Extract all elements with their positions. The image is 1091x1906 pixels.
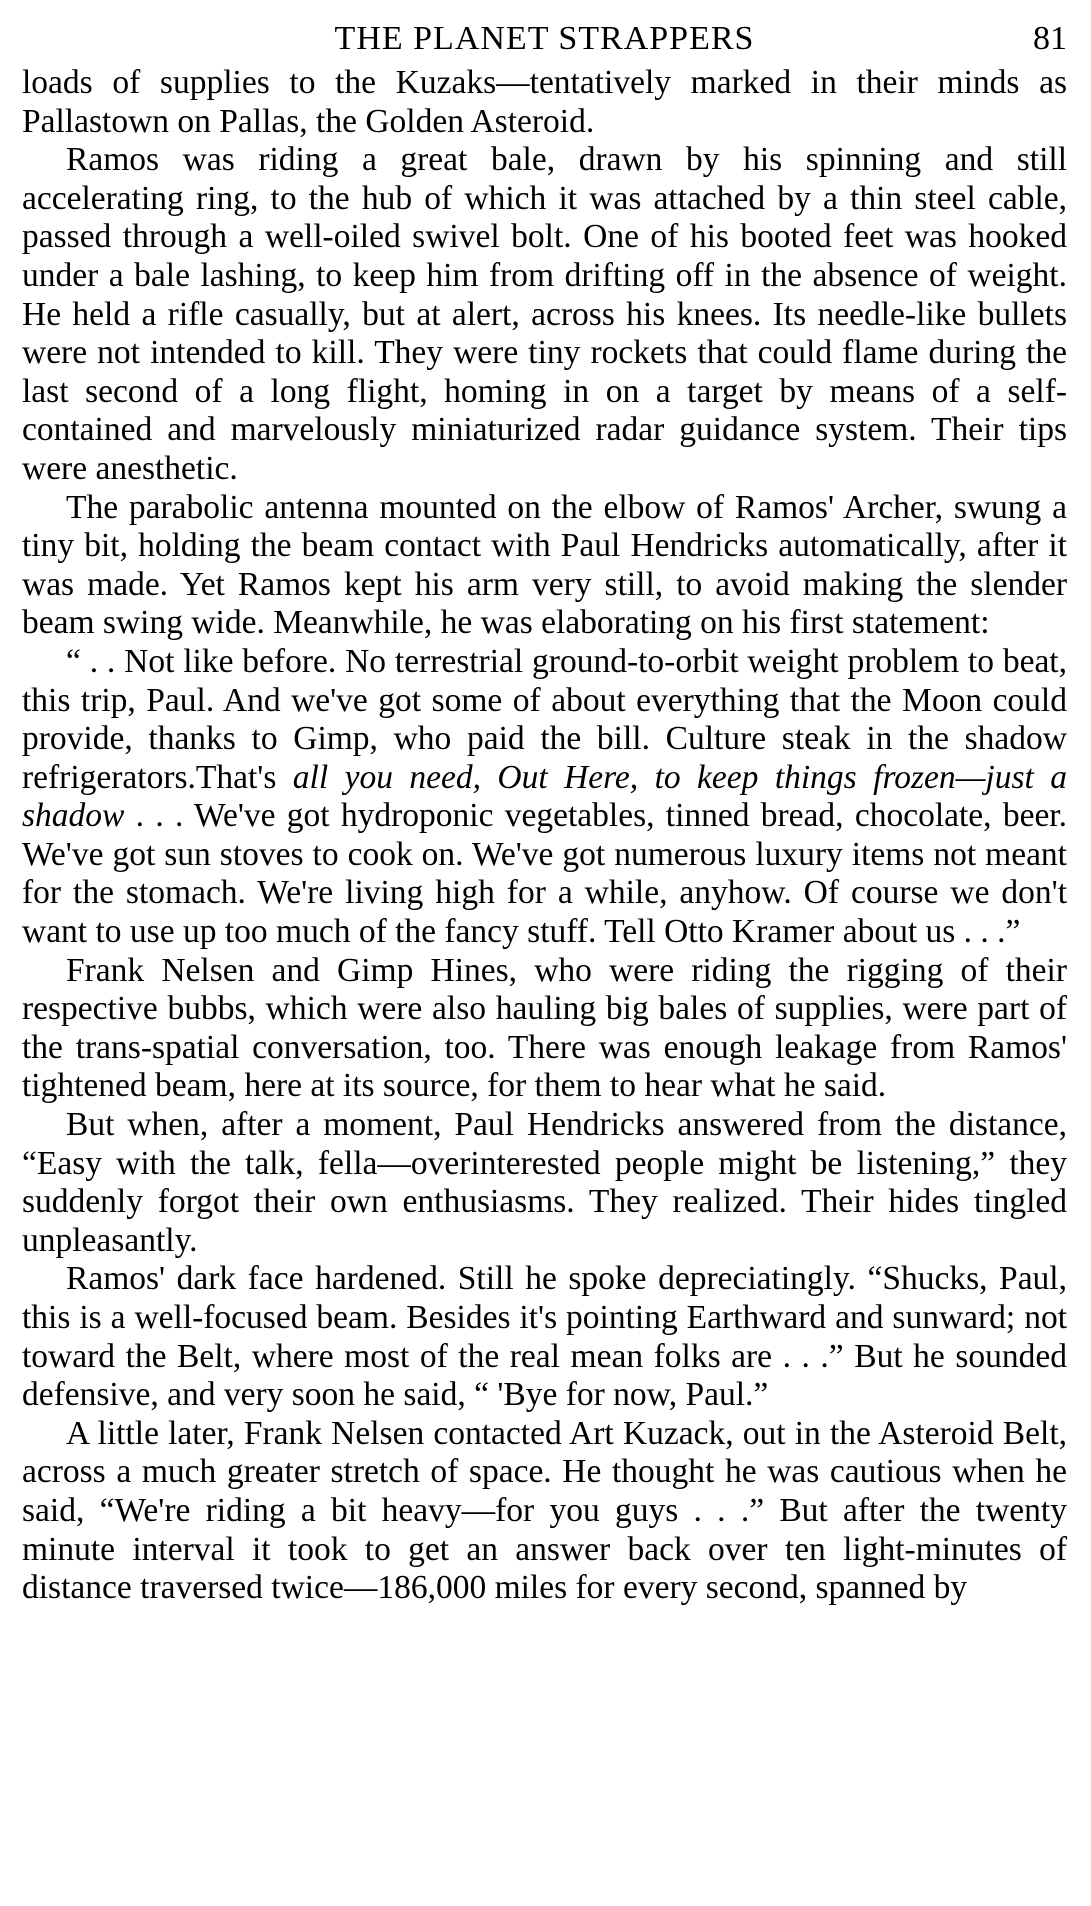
paragraph: Ramos' dark face hardened. Still he spoke depreciatingly. “Shucks, Paul, this is a well-focused beam. Besides it's pointing Earthward and sunward; not toward the Belt, where most of the real mean folks are . . .” But he sounded defensive, and very soon he said, “ 'Bye for now, Paul.” xyxy=(22,1260,1067,1414)
running-title: THE PLANET STRAPPERS xyxy=(334,20,755,57)
body-text xyxy=(22,64,1067,1608)
paragraph: But when, after a moment, Paul Hendricks answered from the distance, “Easy with the talk, fella—overinterested people might be listening,” they suddenly forgot their own enthusiasms. They realized. Their hides tingled unpleasantly. xyxy=(22,1106,1067,1259)
book-page xyxy=(22,14,1067,1608)
paragraph: Ramos was riding a great bale, drawn by his spinning and still accelerating ring, to the hub of which it was attached by a thin steel cable, passed through a well-oiled swivel bolt. One of his booted feet was hooked under a bale lashing, to keep him from drifting off in the absence of weight. He held a rifle casually, but at alert, across his knees. Its needle-like bullets were not intended to kill. They were tiny rockets that could flame during the last second of a long flight, homing in on a target by means of a self-contained and marvelously miniaturized radar guidance system. Their tips were anesthetic. xyxy=(22,141,1067,487)
paragraph: The parabolic antenna mounted on the elbow of Ramos' Archer, swung a tiny bit, holding the beam contact with Paul Hendricks automatically, after it was made. Yet Ramos kept his arm very still, to avoid making the slender beam swing wide. Meanwhile, he was elaborating on his first statement: xyxy=(22,488,1067,642)
italic-text: all you need, Out Here, to keep things frozen—just a shadow xyxy=(22,758,1067,835)
paragraph: Frank Nelsen and Gimp Hines, who were riding the rigging of their respective bubbs, which were also hauling big bales of supplies, were part of the trans-spatial conversation, too. There was enough leakage from Ramos' tightened beam, here at its source, for them to hear what he said. xyxy=(22,951,1067,1105)
dialogue-text: “ . . Not like before. No terrestrial ground-to-orbit weight problem to beat, this trip, Paul. And we've got some of about everything that the Moon could provide, thanks to Gimp, who paid the bill. Culture steak in the shadow refrigerators.That's xyxy=(22,642,1067,796)
paragraph-continued: loads of supplies to the Kuzaks—tentatively marked in their minds as Pallastown on Pallas, the Golden Asteroid. xyxy=(22,64,1067,140)
page-number: 81 xyxy=(1033,20,1067,57)
dialogue-text: . . . We've got hydroponic vegetables, tinned bread, chocolate, beer. We've got sun stoves to cook on. We've got numerous luxury items not meant for the stomach. We're living high for a while, anyhow. Of course we don't want to use up too much of the fancy stuff. Tell Otto Kramer about us . . .” xyxy=(22,797,1067,951)
paragraph-dialogue xyxy=(22,643,1067,952)
paragraph: A little later, Frank Nelsen contacted Art Kuzack, out in the Asteroid Belt, across a much greater stretch of space. He thought he was cautious when he said, “We're riding a bit heavy—for you guys . . .” But after the twenty minute interval it took to get an answer back over ten light-minutes of distance traversed twice—186,000 miles for every second, spanned by xyxy=(22,1414,1067,1607)
running-head xyxy=(22,14,1067,64)
